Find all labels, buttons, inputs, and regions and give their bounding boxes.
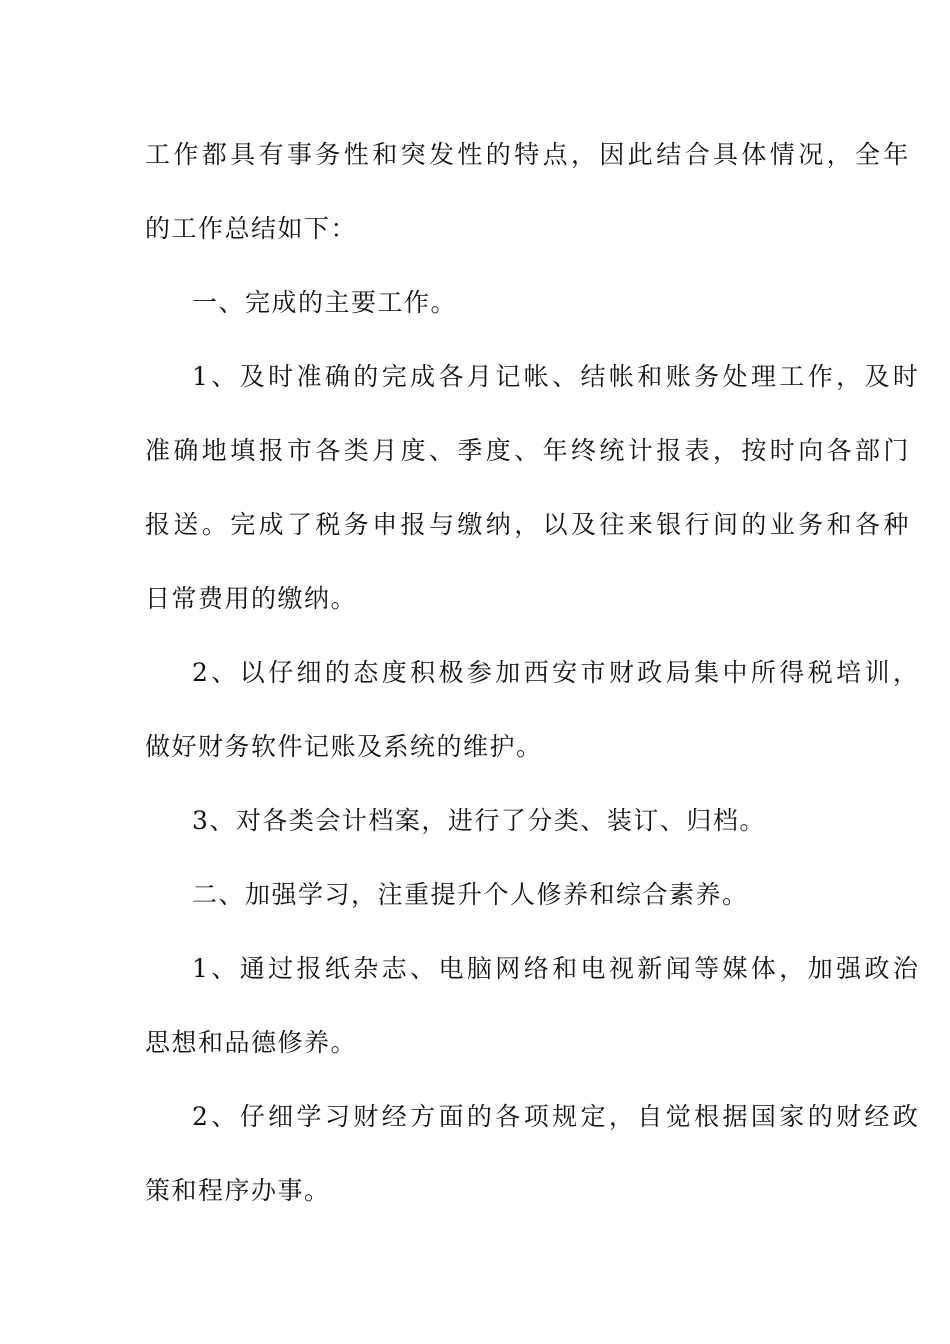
body-text-line: 1、及时准确的完成各月记帐、结帐和账务处理工作，及时 (192, 362, 922, 391)
body-text-line: 日常费用的缴纳。 (145, 584, 358, 613)
section-heading: 二、加强学习，注重提升个人修养和综合素养。 (192, 880, 749, 909)
body-text-line: 2、仔细学习财经方面的各项规定，自觉根据国家的财经政 (192, 1102, 922, 1131)
body-text-line: 3、对各类会计档案，进行了分类、装订、归档。 (192, 806, 766, 835)
body-text-line: 1、通过报纸杂志、电脑网络和电视新闻等媒体，加强政治 (192, 954, 922, 983)
section-heading: 一、完成的主要工作。 (192, 288, 458, 317)
body-text-line: 2、以仔细的态度积极参加西安市财政局集中所得税培训， (192, 658, 922, 687)
body-text-line: 做好财务软件记账及系统的维护。 (145, 732, 543, 761)
body-text-line: 准确地填报市各类月度、季度、年终统计报表，按时向各部门 (145, 436, 912, 465)
body-text-line: 工作都具有事务性和突发性的特点，因此结合具体情况，全年 (145, 140, 912, 169)
body-text-line: 策和程序办事。 (145, 1176, 331, 1205)
body-text-line: 思想和品德修养。 (145, 1028, 358, 1057)
body-text-line: 报送。完成了税务申报与缴纳，以及往来银行间的业务和各种 (145, 510, 912, 539)
body-text-line: 的工作总结如下： (145, 214, 358, 243)
